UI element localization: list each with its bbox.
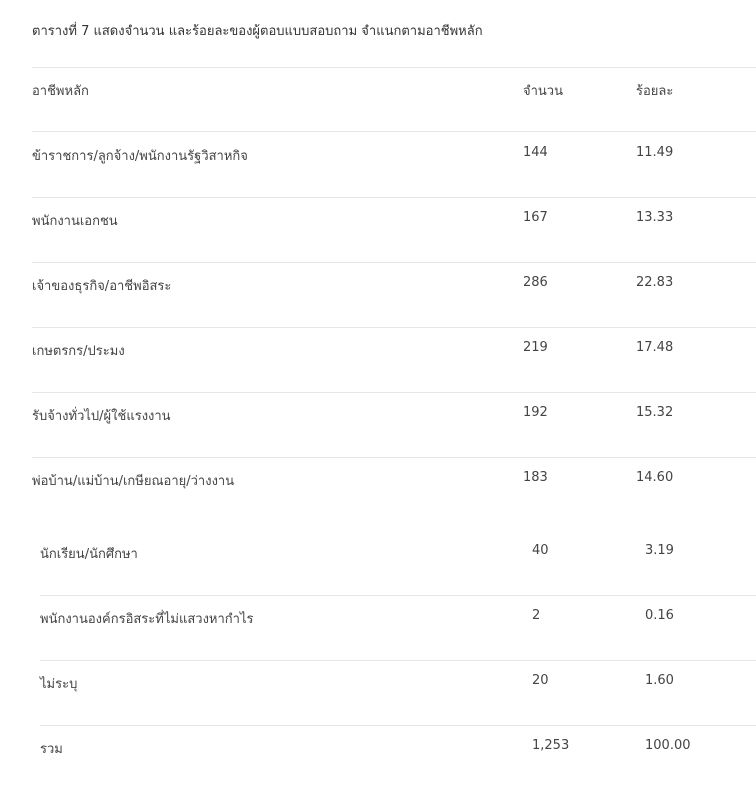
separator xyxy=(32,327,756,328)
header-count: จำนวน xyxy=(523,84,563,99)
separator xyxy=(40,660,756,661)
separator xyxy=(32,67,756,68)
separator xyxy=(32,392,756,393)
percent-cell: 13.33 xyxy=(636,210,674,225)
occupation-cell: รับจ้างทั่วไป/ผู้ใช้แรงงาน xyxy=(32,409,171,424)
occupation-cell: พนักงานองค์กรอิสระที่ไม่แสวงหากำไร xyxy=(40,612,254,627)
count-cell: 144 xyxy=(523,145,548,160)
percent-cell: 15.32 xyxy=(636,405,674,420)
separator xyxy=(40,725,756,726)
percent-cell: 0.16 xyxy=(645,608,674,623)
total-percent-cell: 100.00 xyxy=(645,738,691,753)
percent-cell: 17.48 xyxy=(636,340,674,355)
total-label-cell: รวม xyxy=(40,742,63,757)
separator xyxy=(32,457,756,458)
occupation-cell: ข้าราชการ/ลูกจ้าง/พนักงานรัฐวิสาหกิจ xyxy=(32,149,248,164)
table-caption: ตารางที่ 7 แสดงจำนวน และร้อยละของผู้ตอบแบบสอบถาม จำแนกตามอาชีพหลัก xyxy=(32,24,483,39)
occupation-cell: พนักงานเอกชน xyxy=(32,214,118,229)
count-cell: 2 xyxy=(532,608,541,623)
occupation-cell: นักเรียน/นักศึกษา xyxy=(40,547,138,562)
header-percent: ร้อยละ xyxy=(636,84,674,99)
count-cell: 40 xyxy=(532,543,549,558)
count-cell: 219 xyxy=(523,340,548,355)
percent-cell: 1.60 xyxy=(645,673,674,688)
header-occupation: อาชีพหลัก xyxy=(32,84,89,99)
count-cell: 20 xyxy=(532,673,549,688)
separator xyxy=(32,262,756,263)
occupation-cell: พ่อบ้าน/แม่บ้าน/เกษียณอายุ/ว่างงาน xyxy=(32,474,235,489)
separator xyxy=(32,131,756,132)
percent-cell: 14.60 xyxy=(636,470,674,485)
occupation-cell: เกษตรกร/ประมง xyxy=(32,344,125,359)
separator xyxy=(40,595,756,596)
percent-cell: 22.83 xyxy=(636,275,674,290)
count-cell: 183 xyxy=(523,470,548,485)
total-count-cell: 1,253 xyxy=(532,738,570,753)
occupation-cell: เจ้าของธุรกิจ/อาชีพอิสระ xyxy=(32,279,172,294)
occupation-cell: ไม่ระบุ xyxy=(40,677,78,692)
count-cell: 286 xyxy=(523,275,548,290)
count-cell: 192 xyxy=(523,405,548,420)
count-cell: 167 xyxy=(523,210,548,225)
percent-cell: 3.19 xyxy=(645,543,674,558)
percent-cell: 11.49 xyxy=(636,145,674,160)
separator xyxy=(32,197,756,198)
